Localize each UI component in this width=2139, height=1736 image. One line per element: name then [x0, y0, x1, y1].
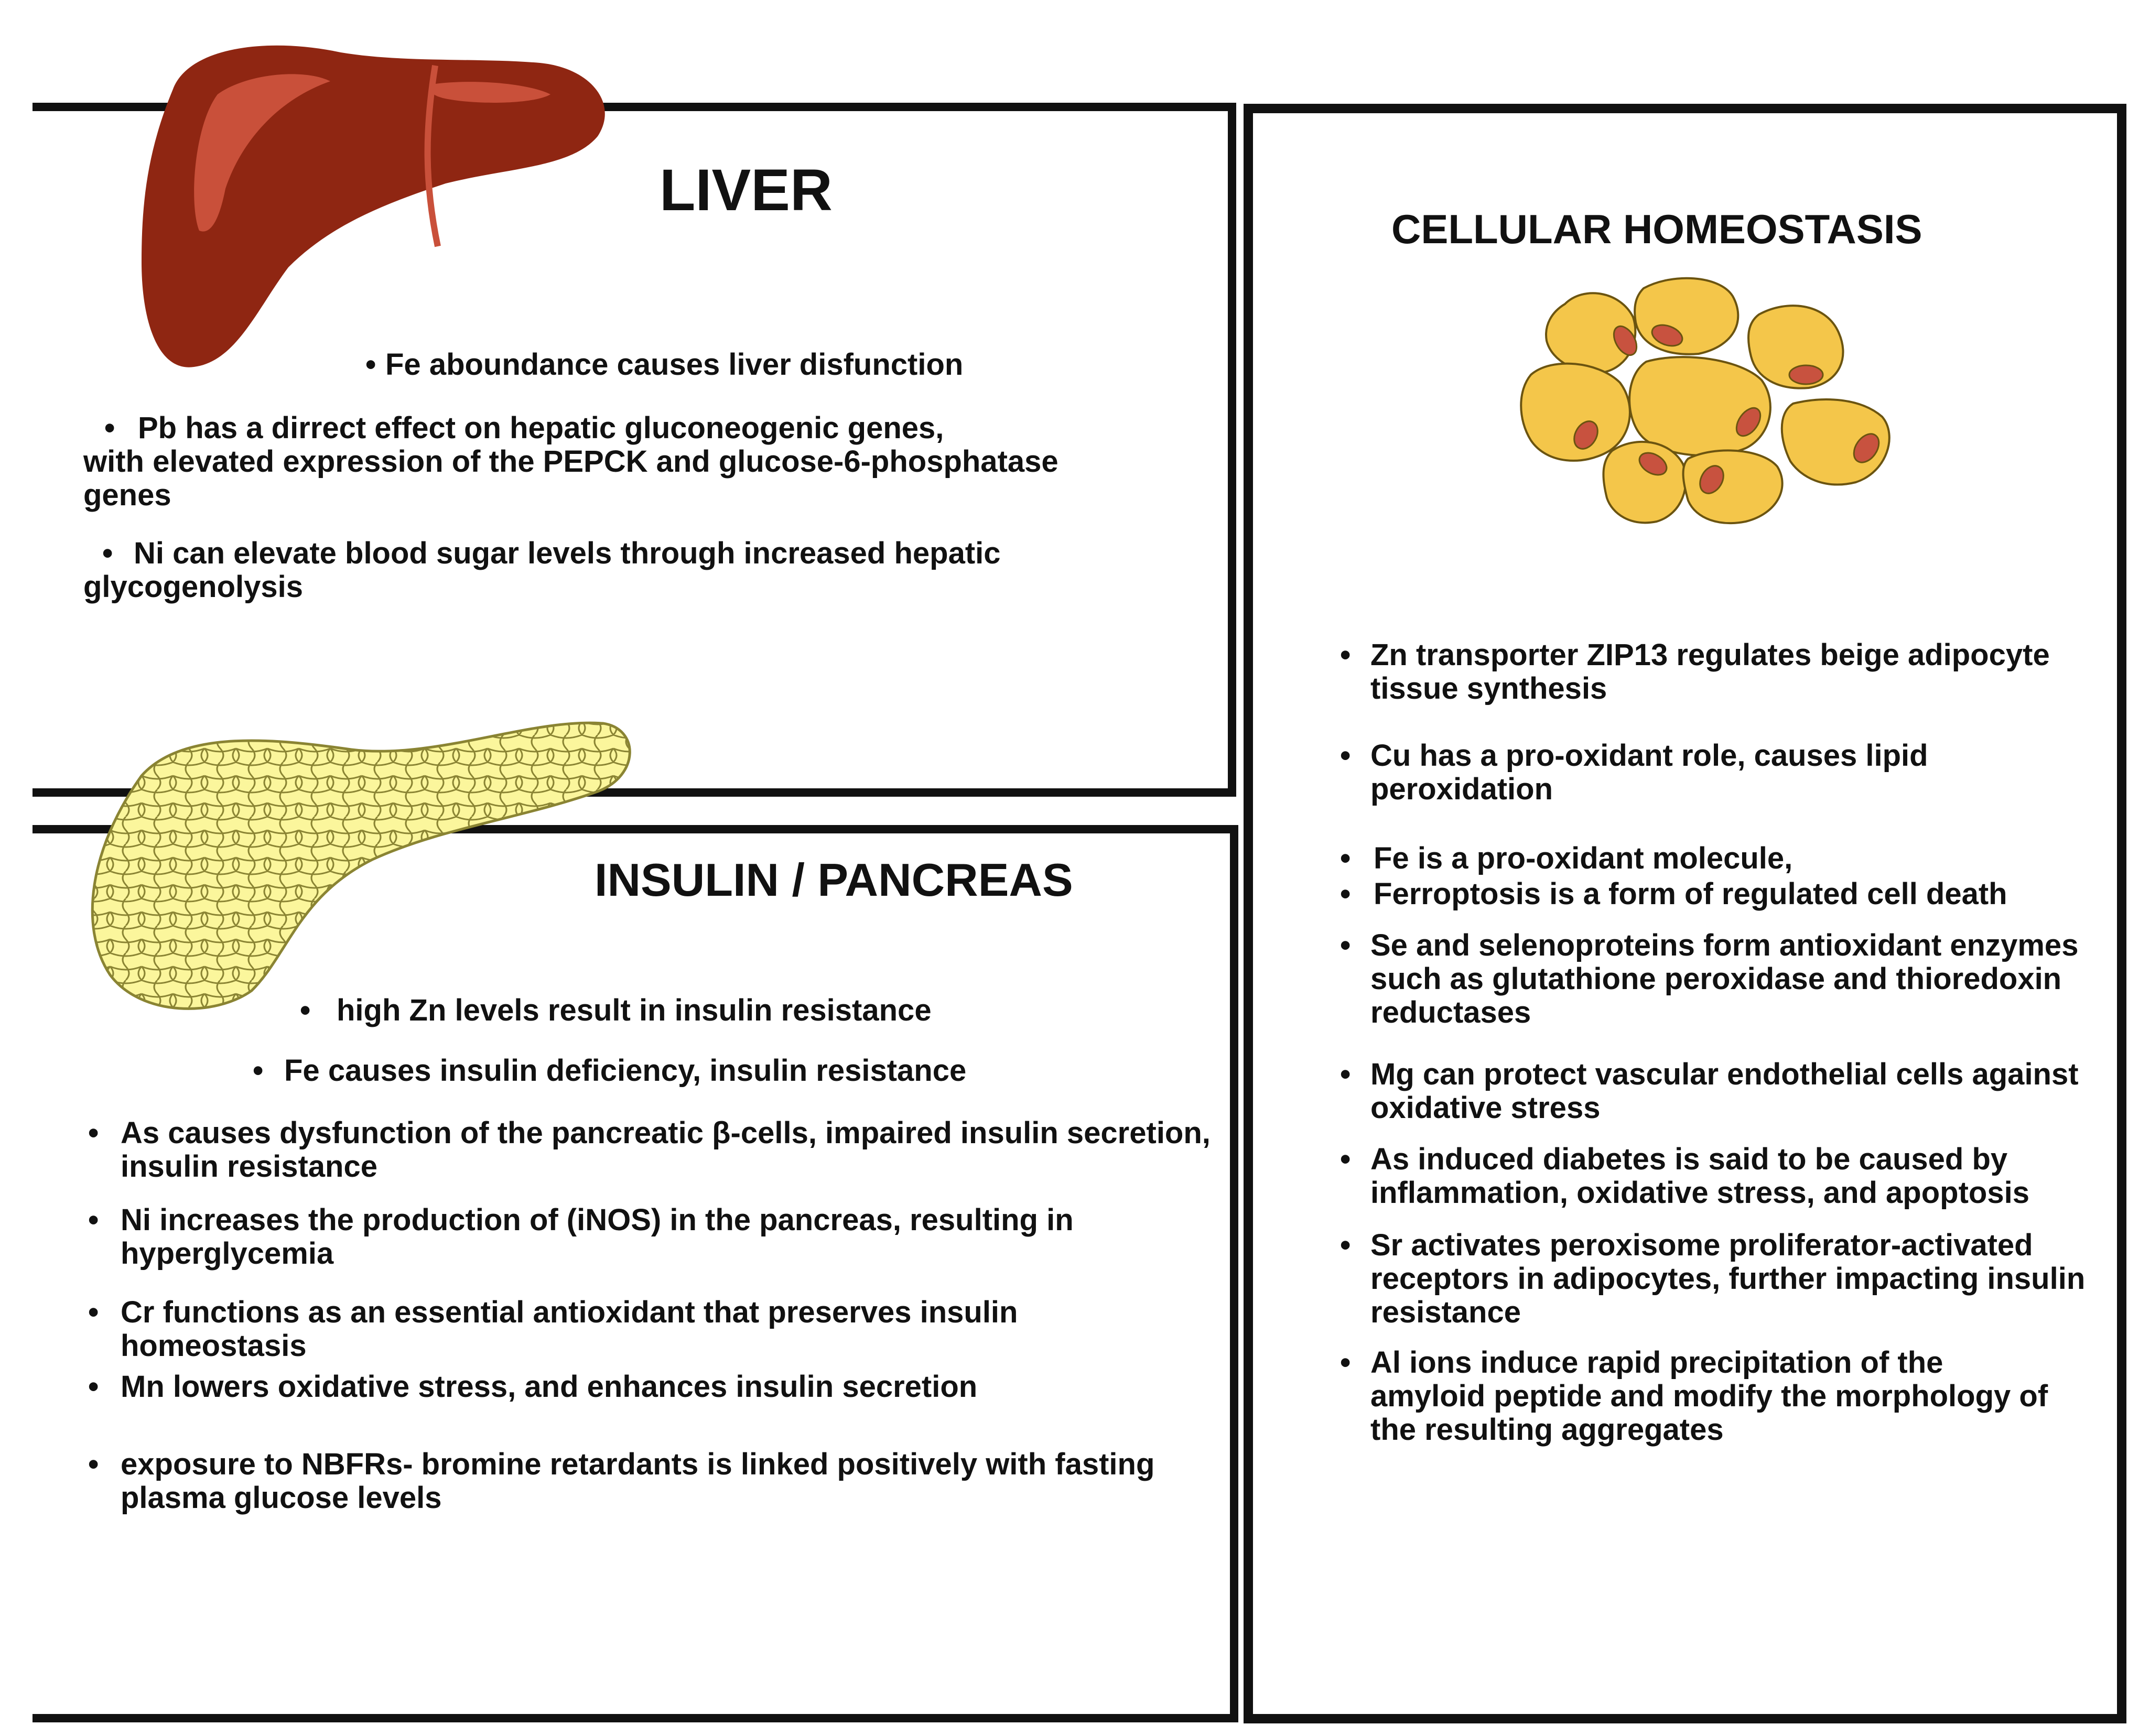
bullet: • — [102, 536, 113, 570]
pancreas-item: • high Zn levels result in insulin resistance — [300, 993, 932, 1027]
element-symbol: Fe — [284, 1054, 320, 1088]
cellular-item: • Mg can protect vascular endothelial cells against oxidative stress — [1340, 1057, 2079, 1125]
bullet: • — [104, 411, 115, 445]
pancreas-item: • exposure to NBFRs- bromine retardants is linked positively with fasting plasma glucose levels — [88, 1447, 1155, 1515]
pancreas-item: • As causes dysfunction of the pancreatic β-cells, impaired insulin secretion, insulin resistance — [88, 1116, 1211, 1184]
element-symbol: Al — [1370, 1346, 1401, 1380]
bullet: • — [1340, 1228, 1351, 1262]
element-symbol: Mg — [1370, 1057, 1414, 1091]
bullet: • — [1340, 1346, 1351, 1380]
cellular-item: • Sr activates peroxisome proliferator-activated receptors in adipocytes, further impacting insulin resistance — [1340, 1228, 2086, 1329]
element-symbol: Cr — [121, 1295, 155, 1329]
bullet: • — [1340, 877, 1351, 911]
bullet: • — [1340, 638, 1351, 672]
cellular-item: • As induced diabetes is said to be caused by inflammation, oxidative stress, and apoptosis — [1340, 1142, 2029, 1210]
cellular-homeostasis-title: CELLULAR HOMEOSTASIS — [1391, 206, 1922, 252]
pancreas-item: • Mn lowers oxidative stress, and enhances insulin secretion — [88, 1370, 978, 1404]
pancreas-item: • Cr functions as an essential antioxidant that preserves insulin homeostasis — [88, 1295, 1018, 1363]
adipocyte-cell — [1635, 278, 1738, 354]
element-symbol: Fe — [385, 348, 421, 382]
element-symbol: Pb — [138, 411, 177, 445]
cellular-item: • Se and selenoproteins form antioxidant enzymes such as glutathione peroxidase and thioredoxin reductases — [1340, 928, 2079, 1029]
element-symbol: As — [121, 1116, 160, 1150]
liver-title: LIVER — [660, 157, 833, 223]
liver-icon — [110, 26, 613, 372]
bullet: • — [253, 1054, 264, 1088]
bullet: • — [1340, 1142, 1351, 1176]
bullet: • — [88, 1203, 99, 1237]
adipocytes-icon — [1515, 267, 1914, 540]
liver-item: • Ni can elevate blood sugar levels through increased hepatic glycogenolysis — [83, 536, 1001, 604]
element-symbol: Cu — [1370, 739, 1411, 773]
bullet: • — [1340, 841, 1351, 875]
bullet: • — [88, 1447, 99, 1481]
cellular-item: • Al ions induce rapid precipitation of the amyloid peptide and modify the morphology of the resulting aggregates — [1340, 1346, 2048, 1447]
element-symbol: Mn — [121, 1370, 165, 1404]
element-symbol: As — [1370, 1142, 1410, 1176]
bullet: • — [1340, 1057, 1351, 1091]
element-symbol: Ni — [121, 1203, 151, 1237]
cellular-item: • Fe is a pro-oxidant molecule, — [1340, 841, 1793, 875]
element-symbol: Fe — [1374, 841, 1409, 875]
bullet: • — [88, 1370, 99, 1404]
adipocyte-cell — [1521, 364, 1630, 461]
element-symbol: NBF — [301, 1447, 364, 1481]
adipocyte-cell — [1683, 450, 1782, 523]
bullet: • — [1340, 739, 1351, 773]
pancreas-title: INSULIN / PANCREAS — [595, 854, 1073, 906]
element-symbol: Ni — [134, 536, 164, 570]
element-symbol: Sr — [1370, 1228, 1403, 1262]
pancreas-icon — [79, 708, 645, 1022]
element-symbol: Se — [1370, 928, 1408, 962]
cellular-item: • Cu has a pro-oxidant role, causes lipid peroxidation — [1340, 739, 1928, 806]
bullet: • — [88, 1295, 99, 1329]
cellular-item: • Zn transporter ZIP13 regulates beige adipocyte tissue synthesis — [1340, 638, 2050, 706]
liver-item: • Pb has a dirrect effect on hepatic gluconeogenic genes, with elevated expression of the PEPCK and glucose-6-phosphatase genes — [83, 411, 1058, 512]
bullet: • — [1340, 928, 1351, 962]
pancreas-item: • Fe causes insulin deficiency, insulin resistance — [253, 1054, 967, 1088]
liver-item: • Fe aboundance causes liver disfunction — [365, 348, 964, 382]
cellular-item: • Ferroptosis is a form of regulated cell death — [1340, 877, 2007, 911]
adipocyte-cell — [1629, 357, 1770, 455]
nucleus — [1789, 365, 1823, 384]
pancreas-item: • Ni increases the production of (iNOS) in the pancreas, resulting in hyperglycemia — [88, 1203, 1074, 1271]
bullet: • — [300, 993, 311, 1027]
element-symbol: Zn — [409, 993, 447, 1027]
bullet: • — [88, 1116, 99, 1150]
bullet: • — [365, 348, 376, 382]
element-symbol: Zn — [1370, 638, 1408, 672]
